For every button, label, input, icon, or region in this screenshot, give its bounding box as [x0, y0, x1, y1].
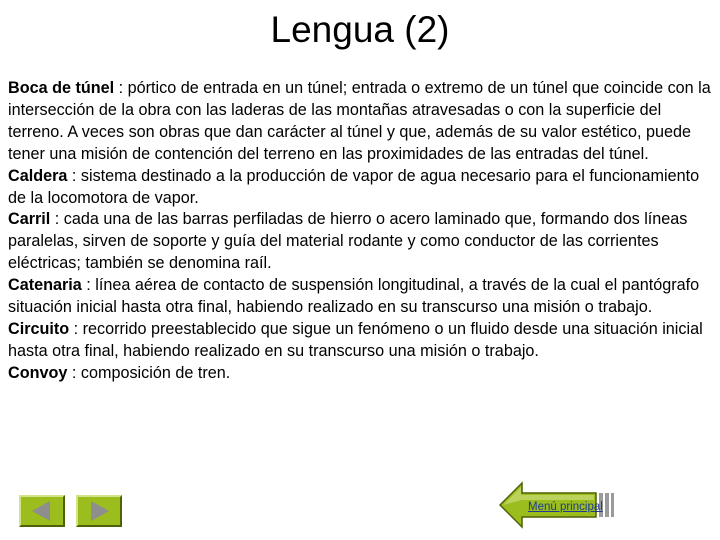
glossary-term: Convoy — [8, 363, 68, 382]
glossary-list — [8, 78, 714, 385]
glossary-entry — [8, 78, 714, 166]
glossary-term: Carril — [8, 210, 51, 229]
glossary-term: Caldera — [8, 166, 68, 185]
glossary-term: Circuito — [8, 319, 70, 338]
glossary-definition: : recorrido preestablecido que sigue un fenómeno o un fluido desde una situación inicial hasta otra final, habiendo realizado en su transcurso una misión o trabajo. — [8, 319, 703, 360]
glossary-entry — [8, 275, 714, 319]
glossary-definition: : cada una de las barras perfiladas de hierro o acero laminado que, formando dos líneas paralelas, sirven de soporte y guía del material rodante y como conductor de las corrientes eléctricas; también se denomina raíl. — [8, 210, 688, 273]
glossary-entry — [8, 209, 714, 275]
glossary-term: Catenaria — [8, 276, 82, 295]
page-title: Lengua (2) — [270, 9, 450, 50]
glossary-definition: : composición de tren. — [67, 363, 231, 382]
glossary-term: Boca de túnel — [8, 79, 115, 97]
arrow-left-icon — [21, 497, 63, 525]
glossary-entry — [8, 363, 714, 385]
glossary-definition: : pórtico de entrada en un túnel; entrada o extremo de un túnel que coincide con la intersección de la obra con las laderas de las montañas atravesadas o con la superficie del terreno. A veces son obras que dan carácter al túnel y que, además de su valor estético, puede tener una misión de contención del terreno en las proximidades de las entradas del túnel. — [8, 79, 711, 163]
glossary-definition: : sistema destinado a la producción de vapor de agua necesario para el funcionamiento de la locomotora de vapor. — [8, 166, 700, 207]
arrow-right-icon — [78, 497, 120, 525]
glossary-entry — [8, 319, 714, 363]
glossary-definition: : línea aérea de contacto de suspensión longitudinal, a través de la cual el pantógrafo situación inicial hasta otra final, habiendo realizado en su transcurso una misión o trabajo. — [8, 276, 700, 317]
next-slide-button[interactable] — [76, 495, 122, 527]
main-menu-button[interactable] — [498, 480, 616, 530]
glossary-entry — [8, 166, 714, 210]
main-menu-link[interactable]: Menú principal — [528, 501, 603, 513]
previous-slide-button[interactable] — [19, 495, 65, 527]
